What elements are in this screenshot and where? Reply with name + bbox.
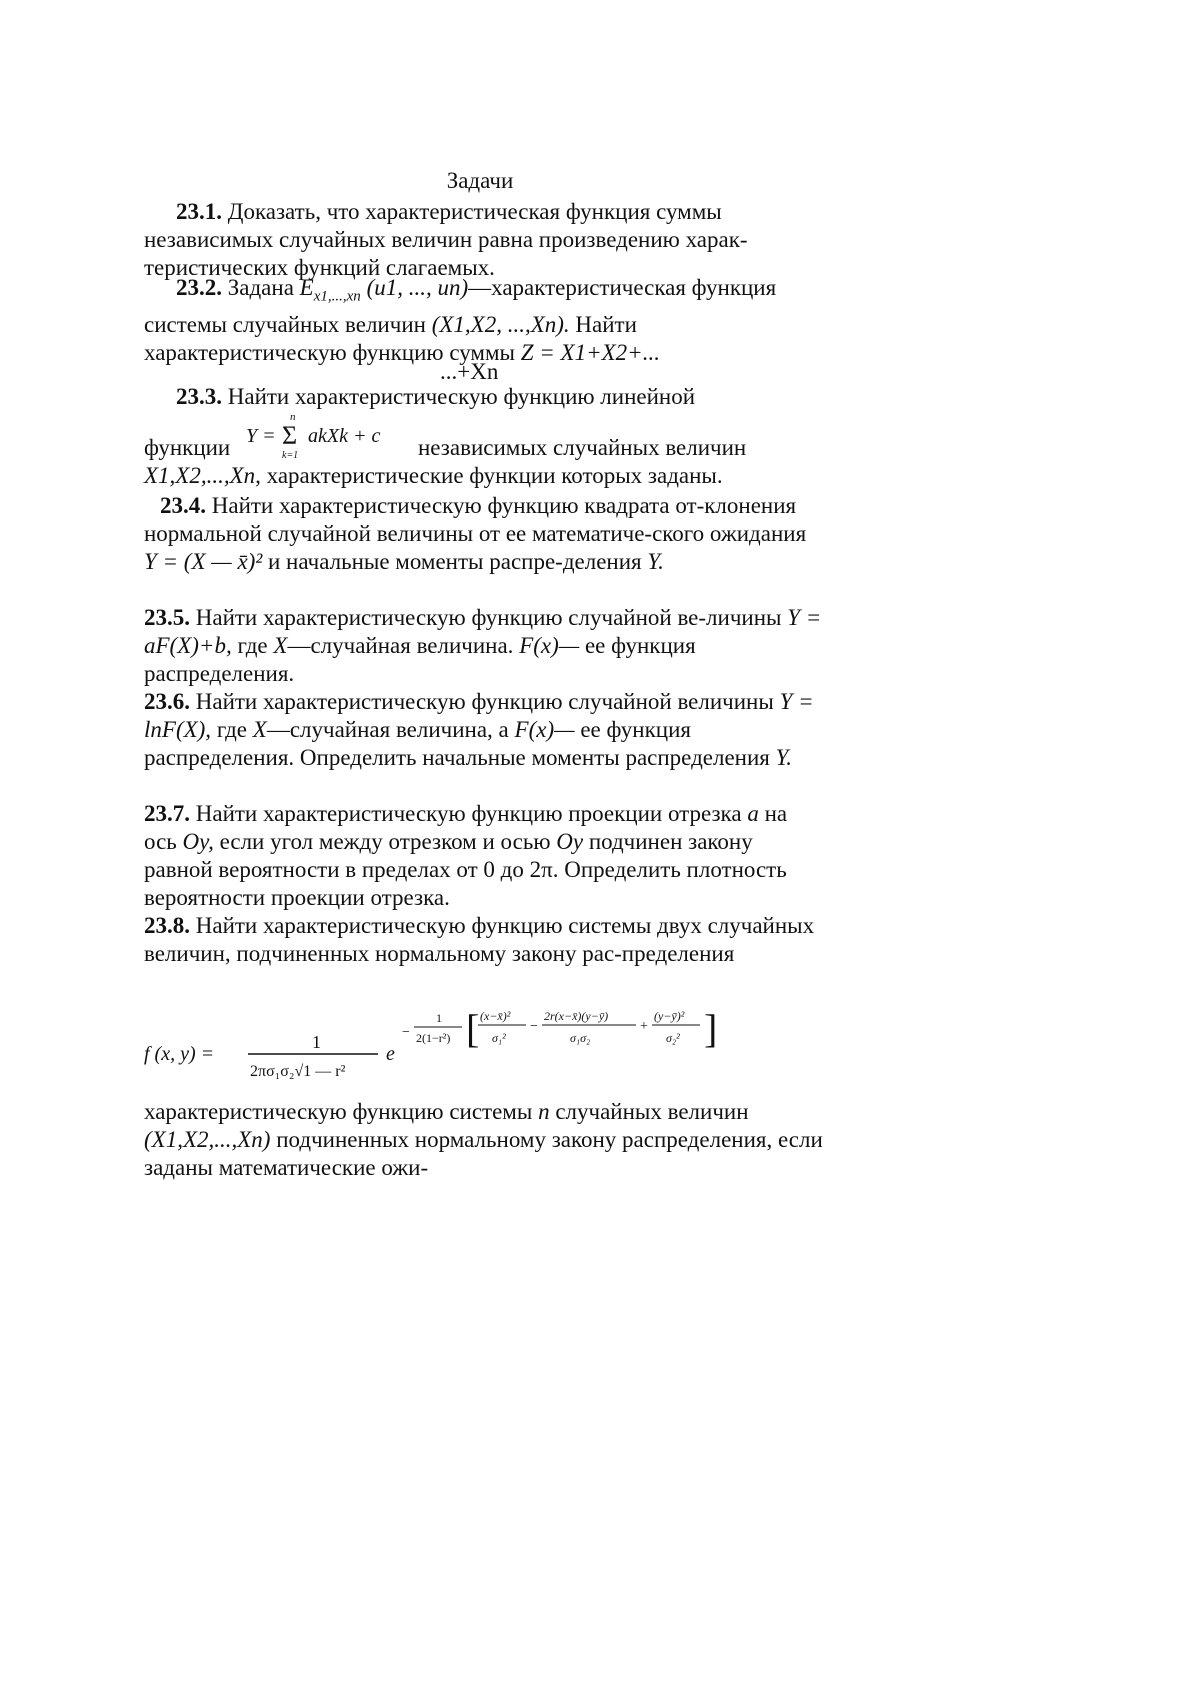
svg-text:Σ: Σ: [282, 421, 298, 450]
symbol-args: (u1, ..., un): [366, 275, 469, 300]
problem-number: 23.6.: [144, 689, 190, 714]
problem-text: если угол между отрезком и осью: [219, 829, 551, 854]
svg-text:+: +: [640, 1019, 648, 1034]
svg-text:σ₁σ₂: σ₁σ₂: [570, 1031, 591, 1045]
problem-text: где: [237, 633, 268, 658]
problem-23-4: [144, 492, 824, 576]
problem-number: 23.4.: [160, 493, 206, 518]
svg-text:]: ]: [704, 1006, 718, 1051]
problem-23-3-line2: [144, 434, 230, 462]
symbol-y: Y.: [775, 745, 793, 770]
linear-function-formula: [242, 408, 412, 468]
problem-text: характеристические функции которых заданы.: [266, 463, 723, 488]
problem-text: Найти характеристическую функцию суммы: [144, 311, 637, 365]
problem-text: где: [216, 717, 248, 742]
symbol-vars: X1,X2,...,Xn,: [144, 463, 261, 488]
problem-text: характеристическую функцию системы: [144, 1099, 533, 1124]
problem-number: 23.7.: [144, 801, 190, 826]
problem-number: 23.1.: [176, 199, 222, 224]
problem-text: подчиненных нормальному закону распределения, если заданы математические ожи-: [144, 1127, 823, 1180]
svg-text:2πσ₁σ₂√1 — r²: 2πσ₁σ₂√1 — r²: [250, 1063, 346, 1080]
problem-text: —случайная величина.: [287, 633, 514, 658]
problem-number: 23.3.: [176, 384, 222, 409]
symbol-oy: Oy: [556, 829, 584, 854]
problem-text: Задана: [227, 275, 294, 300]
svg-text:n: n: [290, 411, 296, 423]
symbol-vars: (X1,X2, ...,Xn).: [431, 311, 570, 337]
svg-text:2(1−r²): 2(1−r²): [416, 1031, 451, 1045]
problem-text: Найти характеристическую функцию случайной ве-личины: [195, 605, 782, 630]
bivariate-normal-formula: [140, 990, 760, 1100]
formula-inline: Y = aF(X)+b,: [144, 605, 822, 658]
problem-text: независимых случайных величин: [418, 435, 747, 460]
page-title: Задачи: [446, 168, 514, 193]
problem-23-3-line1: [176, 383, 695, 411]
svg-text:−: −: [530, 1019, 538, 1034]
problem-23-7: [144, 800, 824, 912]
svg-text:−: −: [402, 1025, 410, 1040]
svg-text:(x−x̄)²: (x−x̄)²: [480, 1009, 511, 1023]
svg-text:2r(x−x̄)(y−ȳ): 2r(x−x̄)(y−ȳ): [544, 1009, 609, 1023]
problem-text: —характеристическая функция системы случайных величин: [144, 275, 777, 337]
problem-text: на ось: [144, 801, 788, 854]
svg-text:f (x, y) =: f (x, y) =: [144, 1043, 215, 1065]
symbol-sum: Z = X1+X2+...: [520, 339, 660, 365]
problem-text: —случайная величина, а: [266, 717, 509, 742]
svg-text:σ₂²: σ₂²: [666, 1031, 680, 1045]
symbol-a: a: [747, 801, 759, 826]
formula-inline: Y = (X — x̄)²: [144, 549, 263, 574]
problem-number: 23.8.: [144, 913, 190, 938]
svg-text:1: 1: [436, 1011, 442, 1025]
svg-text:e: e: [386, 1043, 395, 1065]
symbol-vars: (X1,X2,...,Xn): [144, 1127, 271, 1152]
problem-text: Доказать, что характеристическая функция суммы независимых случайных величин равна произведению харак-теристических функций слагаемых.: [144, 199, 748, 280]
symbol-e: $E_{x1,...,xn}$: [299, 275, 361, 305]
problem-text: Найти характеристическую функцию случайной величины: [195, 689, 774, 714]
svg-text:k=1: k=1: [282, 450, 299, 461]
problem-number: 23.2.: [176, 275, 222, 300]
problem-23-5: [144, 604, 824, 688]
problem-23-1: [144, 198, 824, 282]
svg-text:(y−ȳ)²: (y−ȳ)²: [654, 1009, 685, 1023]
symbol-x: X: [273, 633, 288, 658]
problem-23-8: [144, 912, 824, 968]
svg-text:akXk + c: akXk + c: [308, 425, 381, 447]
problem-text: Найти характеристическую функцию квадрата от-клонения нормальной случайной величины от ее математиче-ского ожидания: [144, 493, 807, 546]
symbol-x: X: [252, 717, 267, 742]
problem-text: случайных величин: [555, 1099, 749, 1124]
symbol-fx: F(x)—: [519, 633, 580, 658]
symbol-y: Y.: [647, 549, 664, 574]
svg-text:σ₁²: σ₁²: [492, 1031, 506, 1045]
problem-23-2: [144, 274, 824, 367]
problem-text: функции: [144, 435, 231, 460]
problem-text: Найти характеристическую функцию системы двух случайных величин, подчиненных нормальному закону рас-пределения: [144, 913, 815, 966]
svg-text:Y =: Y =: [246, 425, 276, 447]
problem-text: Найти характеристическую функцию проекции отрезка: [195, 801, 742, 826]
problem-23-3-line3: [144, 462, 723, 490]
problem-text: и начальные моменты распре-деления: [267, 549, 642, 574]
tail-paragraph: [144, 1098, 824, 1182]
symbol-n: n: [538, 1099, 550, 1124]
symbol-oy: Oy,: [182, 829, 214, 854]
sum-continuation: ...+Xn: [440, 359, 499, 384]
problem-text: ее функция распределения. Определить начальные моменты распределения: [144, 717, 770, 770]
problem-text: Найти характеристическую функцию линейной: [227, 384, 696, 409]
problem-text: подчинен закону равной вероятности в пределах от 0 до 2π. Определить плотность вероятности проекции отрезка.: [144, 829, 787, 910]
symbol-fx: F(x)—: [514, 717, 575, 742]
svg-text:[: [: [466, 1006, 480, 1051]
svg-text:1: 1: [312, 1032, 321, 1052]
problem-text: ее функция распределения.: [144, 633, 696, 686]
problem-23-6: [144, 688, 824, 772]
problem-number: 23.5.: [144, 605, 190, 630]
formula-inline: Y = lnF(X),: [144, 689, 814, 742]
